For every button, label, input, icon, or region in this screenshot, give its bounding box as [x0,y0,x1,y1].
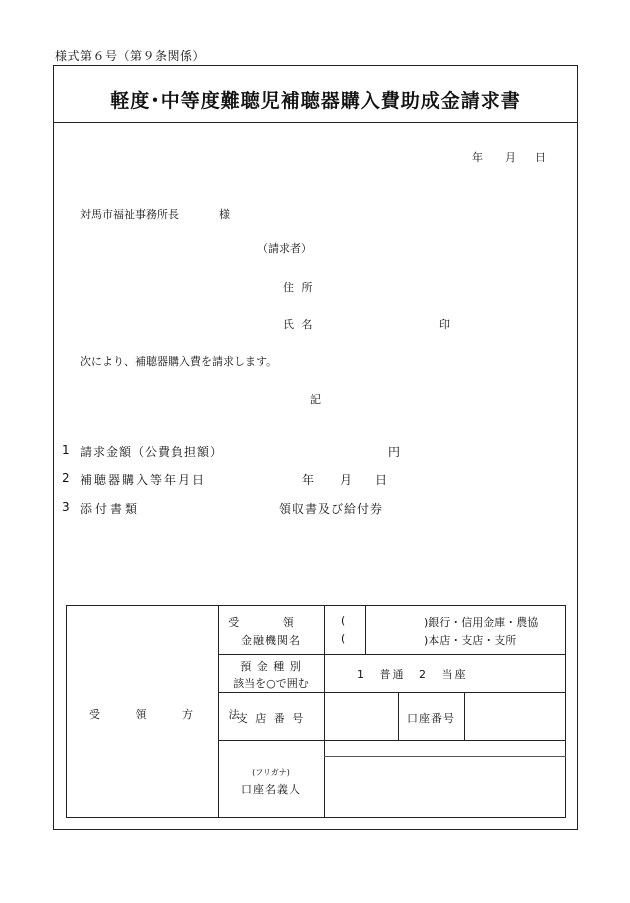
table-row-line-2 [218,692,566,693]
paren-open-bank: ( [341,614,346,627]
item-2-day: 日 [375,473,388,487]
receipt-method-label: 受 領 方 法 [89,708,256,721]
form-number-label: 様式第６号（第９条関係） [55,49,206,63]
requester-label: （請求者） [257,242,312,255]
table-row-line-3 [218,740,566,741]
item-3-attachments: 領収書及び給付券 [279,502,384,516]
item-2-year: 年 [302,473,315,487]
table-divider-paren [365,606,366,654]
request-statement: 次により、補聴器購入費を請求します。 [80,355,278,368]
address-label: 住 所 [283,281,315,294]
deposit-type-instruction: 該当を○で囲む [233,677,309,690]
date-day: 日 [535,151,546,164]
item-1-number: 1 [62,443,70,457]
document-title: 軽度･中等度難聴児補聴器購入費助成金請求書 [110,90,521,112]
seal-mark: 印 [439,318,450,331]
addressee-honorific: 様 [219,208,230,221]
item-3-label: 添付書類 [80,502,141,516]
institution-label-line2: 金融機関名 [241,634,301,647]
ki-notation: 記 [310,393,321,406]
receipt-method-table [66,605,566,818]
table-divider-account [464,692,465,740]
deposit-type-options: 1 普通 2 当座 [357,668,468,681]
deposit-type-label: 預 金 種 別 [240,660,302,673]
furigana-label: (フリガナ) [252,768,290,777]
date-month: 月 [505,151,516,164]
name-label: 氏 名 [283,318,315,331]
account-holder-label: 口座名義人 [241,783,301,796]
paren-open-branch: ( [341,632,346,645]
furigana-line [324,756,566,757]
item-2-label: 補聴器購入等年月日 [80,473,207,487]
institution-label-line1: 受 領 [228,616,314,629]
bank-type-options: )銀行・信用金庫・農協 [424,616,539,629]
item-1-yen: 円 [388,445,401,459]
item-2-month: 月 [340,473,353,487]
table-row-line-1 [218,654,566,655]
title-divider [53,122,578,123]
account-number-label: 口座番号 [407,712,455,725]
branch-number-label: 支 店 番 号 [236,712,306,725]
table-divider-value-col [324,606,325,817]
item-1-label: 請求金額（公費負担額） [80,445,224,459]
addressee-name: 対馬市福祉事務所長 [80,208,179,221]
date-year: 年 [472,151,483,164]
item-2-number: 2 [62,471,70,485]
item-3-number: 3 [62,500,70,514]
branch-type-options: )本店・支店・支所 [424,634,517,647]
